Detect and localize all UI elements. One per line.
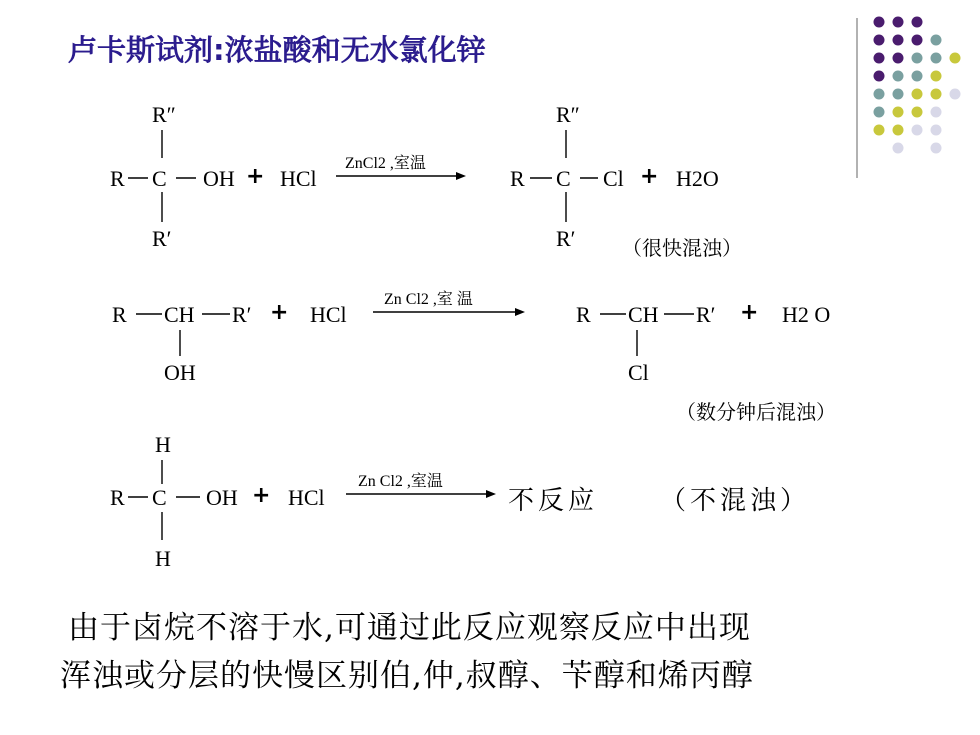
r2-product-r: R bbox=[576, 302, 591, 327]
r1-reactant-r-double-prime: R″ bbox=[152, 102, 176, 127]
r3-condition: Zn Cl2 ,室温 bbox=[358, 473, 443, 490]
r1-product-c: C bbox=[556, 166, 571, 191]
r1-hcl: HCl bbox=[280, 166, 317, 191]
r2-water: H2 O bbox=[782, 302, 831, 327]
r3-reactant-oh: OH bbox=[206, 485, 238, 510]
r2-condition: Zn Cl2 ,室 温 bbox=[384, 291, 473, 308]
r3-reactant-c: C bbox=[152, 485, 167, 510]
r2-observation: （数分钟后混浊） bbox=[676, 400, 836, 424]
r2-product-ch: CH bbox=[628, 302, 659, 327]
r1-plus-1: + bbox=[246, 164, 265, 189]
r2-reactant-oh: OH bbox=[164, 360, 196, 385]
r2-plus-2: + bbox=[740, 300, 759, 325]
r3-reactant-r: R bbox=[110, 485, 125, 510]
r2-hcl: HCl bbox=[310, 302, 347, 327]
r3-result: 不反应 bbox=[508, 486, 599, 516]
r1-observation: （很快混浊） bbox=[622, 236, 742, 260]
r2-product-cl: Cl bbox=[628, 360, 649, 385]
r2-reactant-r-prime: R′ bbox=[232, 302, 252, 327]
r1-product-r-prime: R′ bbox=[556, 226, 576, 251]
r3-hcl: HCl bbox=[288, 485, 325, 510]
r1-reactant-r-prime: R′ bbox=[152, 226, 172, 251]
r1-reactant-r: R bbox=[110, 166, 125, 191]
r1-reactant-c: C bbox=[152, 166, 167, 191]
r1-product-r: R bbox=[510, 166, 525, 191]
page-title: 卢卡斯试剂:浓盐酸和无水氯化锌 bbox=[68, 33, 486, 67]
r1-reactant-oh: OH bbox=[203, 166, 235, 191]
r1-product-r-double-prime: R″ bbox=[556, 102, 580, 127]
r3-observation: （不混浊） bbox=[660, 486, 811, 516]
conclusion-line-1: 由于卤烷不溶于水,可通过此反应观察反应中出现 bbox=[68, 610, 751, 646]
r3-hydrogen-bottom: H bbox=[155, 546, 171, 571]
r2-plus-1: + bbox=[270, 300, 289, 325]
r2-reactant-r: R bbox=[112, 302, 127, 327]
r1-water: H2O bbox=[676, 166, 719, 191]
r2-reactant-ch: CH bbox=[164, 302, 195, 327]
r1-plus-2: + bbox=[640, 164, 659, 189]
r2-product-r-prime: R′ bbox=[696, 302, 716, 327]
r3-hydrogen-top: H bbox=[155, 432, 171, 457]
r1-product-cl: Cl bbox=[603, 166, 624, 191]
r3-plus-1: + bbox=[252, 483, 271, 508]
r1-condition: ZnCl2 ,室温 bbox=[345, 155, 426, 172]
conclusion-line-2: 浑浊或分层的快慢区别伯,仲,叔醇、苄醇和烯丙醇 bbox=[60, 658, 754, 694]
